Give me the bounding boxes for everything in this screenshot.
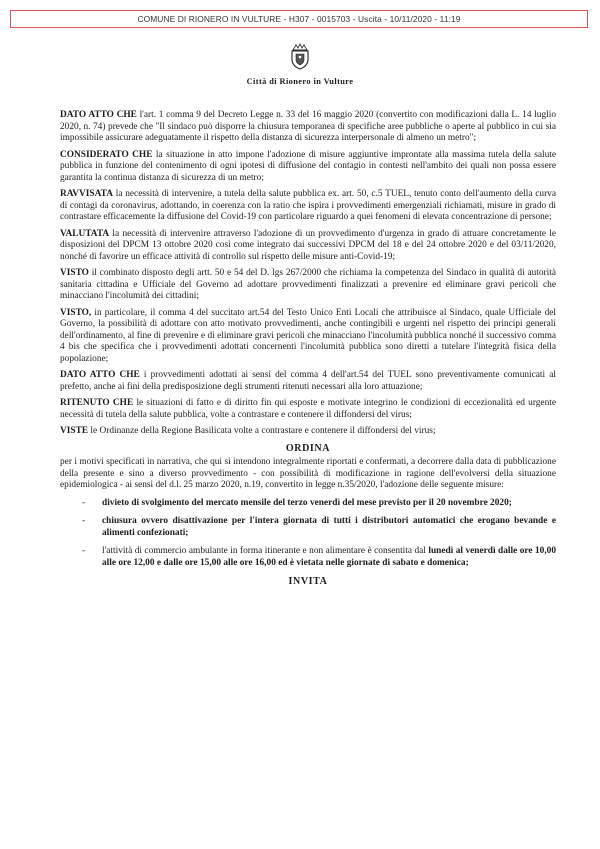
measure-text: lunedì al venerdì dalle ore 10,00 alle ore 12,00 e dalle ore 15,00 alle ore 16,00 ed è vietata nelle giornate di sabato e domenica; <box>102 546 556 568</box>
recital-paragraph <box>60 426 556 438</box>
list-dash: - <box>82 546 86 556</box>
ordinance-body <box>60 110 556 591</box>
ordina-intro: per i motivi specificati in narrativa, che qui si intendono integralmente riportati e confermati, a decorrere dalla data di pubblicazione della presente e sino a diverso provvedimento - con possibilità di modificazione in ragione dell'evolversi della situazione epidemiologica - ai sensi del d.l. 25 marzo 2020, n.19, convertito in legge n.35/2020, l'adozione delle seguente misure: <box>60 457 556 490</box>
recital-keyword: VALUTATA <box>60 228 110 239</box>
recital-keyword: DATO ATTO CHE <box>60 370 140 380</box>
recital-text: le Ordinanze della Regione Basilicata volte a contrastare e contenere il diffondersi del virus; <box>88 426 436 436</box>
recital-keyword: VISTE <box>60 426 89 436</box>
coat-of-arms-icon <box>289 42 311 70</box>
recital-paragraph <box>60 189 556 224</box>
recital-paragraph <box>60 150 556 185</box>
measure-lead: chiusura <box>102 516 137 526</box>
list-dash: - <box>82 497 86 508</box>
measure-lead: l'attività di commercio ambulante in forma itinerante e non alimentare è consentita dal <box>102 546 426 556</box>
recital-paragraph <box>60 268 556 303</box>
list-dash: - <box>82 516 86 526</box>
recital-text: la necessità di intervenire attraverso l'adozione di un provvedimento d'urgenza in grado di attuare concretamente le disposizioni del DPCM 13 ottobre 2020 così come integrato dai successivi DPCM del 18 e del 24 ottobre 2020 e del 03/11/2020, nonché di favorire un efficace attività di controllo sul rispetto delle misure anti-Covid-19; <box>60 228 556 262</box>
recital-keyword: DATO ATTO CHE <box>60 110 137 120</box>
recital-paragraph <box>60 308 556 366</box>
recital-paragraph <box>60 398 556 421</box>
recital-keyword: CONSIDERATO CHE <box>60 149 153 160</box>
town-name: Città di Rionero in Vulture <box>246 77 354 86</box>
protocol-stamp: COMUNE DI RIONERO IN VULTURE - H307 - 0015703 - Uscita - 10/11/2020 - 11:19 <box>10 10 588 28</box>
recital-paragraph <box>60 110 556 145</box>
ordina-heading: ORDINA <box>285 442 331 454</box>
recital-text: la situazione in atto impone l'adozione di misure aggiuntive improntate alla massima tutela della salute pubblica in funzione del contenimento di ogni ipotesi di diffusione del contagio in contesti nell'ambito dei quali non possa essere garantita la continua distanza di sicurezza di un metro; <box>60 149 557 183</box>
measure-item <box>60 498 556 510</box>
recital-keyword: RAVVISATA <box>60 189 113 199</box>
recital-keyword: VISTO, <box>60 307 92 318</box>
recital-text: i provvedimenti adottati ai sensi del comma 4 dell'art.54 del TUEL sono preventivamente comunicati al prefetto, anche ai fini della predisposizione degli strumenti ritenuti necessari alla loro attuazione; <box>60 370 557 392</box>
recital-keyword: VISTO <box>60 268 89 278</box>
recital-text: la necessità di intervenire, a tutela della salute pubblica ex. art. 50, c.5 TUEL, tenuto conto dell'aumento della curva di contagi da coronavirus, adottando, in coerenza con la ratio che ispira i provvedimenti emergenziali richiamati, misure in grado di contrastare efficacemente la diffusione del Covid-19 con particolare riguardo a quei fenomeni di elevata concentrazione di persone; <box>60 189 556 222</box>
recital-text: il combinato disposto degli artt. 50 e 54 del D. lgs 267/2000 che richiama la competenza del Sindaco in qualità di autorità sanitaria cittadina e Ufficiale del Governo ad adottare provvedimenti finalizzati a prevenire ed eliminare gravi pericoli che minacciano l'incolumità dei cittadini; <box>60 268 556 301</box>
recital-paragraph <box>60 229 556 264</box>
recital-text: le situazioni di fatto e di diritto fin qui esposte e motivate integrino le condizioni di eccezionalità ed urgente necessità di tutela della salute pubblica, volte a contrastare e contenere il diffondersi del virus; <box>60 398 556 420</box>
measure-text: ovvero disattivazione per l'intera giornata di tutti i distributori automatici che erogano bevande e alimenti confezionati; <box>102 516 556 538</box>
recital-keyword: RITENUTO CHE <box>60 398 134 408</box>
measure-item <box>60 546 556 569</box>
invita-heading: INVITA <box>288 576 328 587</box>
recital-text: l'art. 1 comma 9 del Decreto Legge n. 33 del 16 maggio 2020 (convertito con modificazioni dalla L. 14 luglio 2020, n. 74) prevede che "Il sindaco può disporre la chiusura temporanea di specifiche aree pubbliche o aperte al pubblico in cui sia impossibile assicurare adeguatamente il rispetto della distanza di sicurezza interpersonale di almeno un metro"; <box>60 110 556 143</box>
measure-text: divieto di svolgimento del mercato mensile del terzo venerdì del mese previsto per il 20 novembre 2020; <box>102 497 512 508</box>
recital-text: in particolare, il comma 4 del succitato art.54 del Testo Unico Enti Locali che attribuisce al Sindaco, quale Ufficiale del Governo, la possibilità di adottare con atto motivato provvedimenti, anche contingibili e urgenti nel rispetto dei principi generali dell'ordinamento, al fine di prevenire e di eliminare gravi pericoli che minacciano l'incolumità pubblica nonché il successivo comma 4 bis che specifica che i provvedimenti adottati concernenti l'incolumità pubblica sono diretti a tutelare l'integrità fisica della popolazione; <box>60 307 556 364</box>
measure-item <box>60 516 556 539</box>
recital-paragraph <box>60 370 556 393</box>
